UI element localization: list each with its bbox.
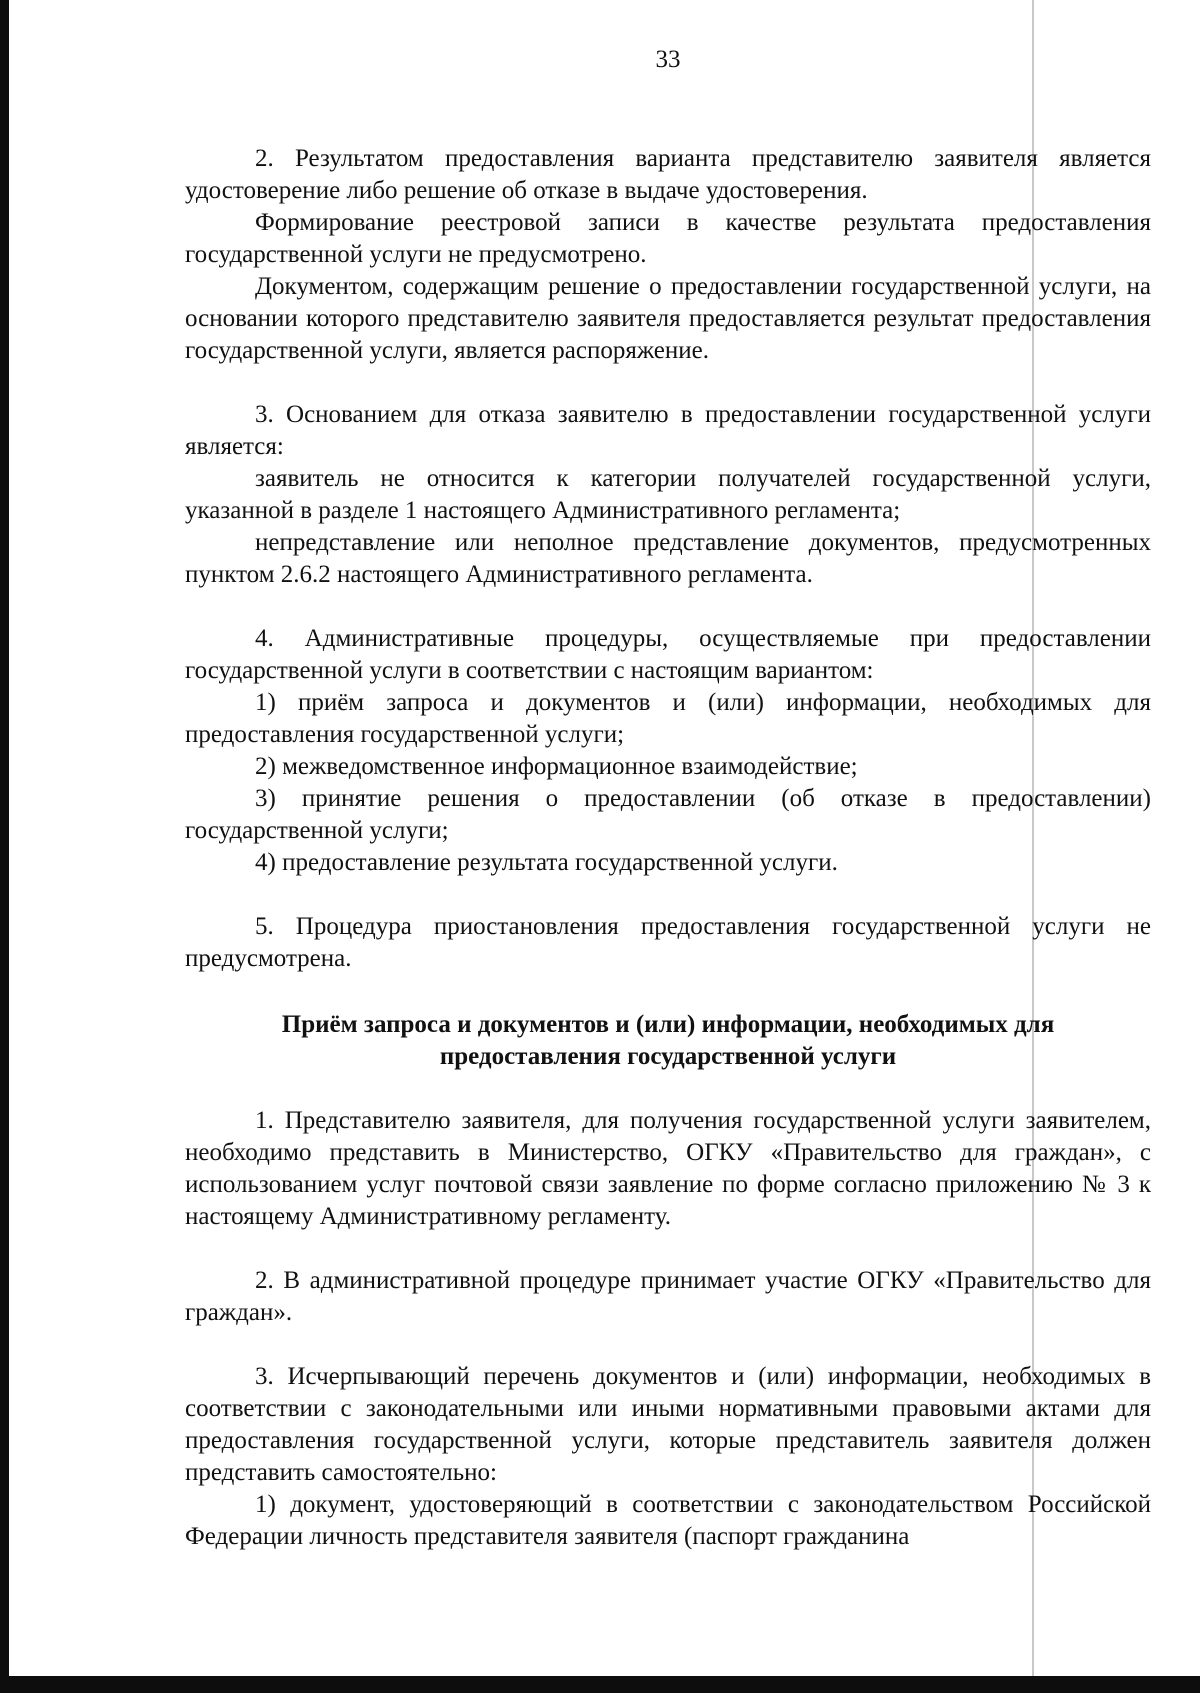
scan-border-bottom xyxy=(0,1676,1200,1693)
list-item: 2) межведомственное информационное взаимодействие; xyxy=(255,753,858,780)
paragraph: 3. Основанием для отказа заявителю в предоставлении государственной услуги является: xyxy=(185,401,1151,460)
paragraph: непредставление или неполное представление документов, предусмотренных пунктом 2.6.2 настоящего Административного регламента. xyxy=(185,529,1151,588)
page-number: 33 xyxy=(655,46,681,73)
paragraph: заявитель не относится к категории получателей государственной услуги, указанной в разделе 1 настоящего Административного регламента; xyxy=(185,465,1151,524)
section-heading: Приём запроса и документов и (или) информации, необходимых для предоставления государственной услуги xyxy=(281,1011,1055,1070)
document-body xyxy=(185,143,1151,1553)
paragraph: 1. Представителю заявителя, для получения государственной услуги заявителем, необходимо представить в Министерство, ОГКУ «Правительство для граждан», с использованием услуг почтовой связи заявление по форме согласно приложению № 3 к настоящему Административному регламенту. xyxy=(185,1107,1151,1230)
list-item: 3) принятие решения о предоставлении (об отказе в предоставлении) государственной услуги; xyxy=(185,785,1151,844)
paragraph: 3. Исчерпывающий перечень документов и (или) информации, необходимых в соответствии с законодательными или иными нормативными правовыми актами для предоставления государственной услуги, которые представитель заявителя должен представить самостоятельно: xyxy=(185,1363,1151,1486)
list-item: 4) предоставление результата государственной услуги. xyxy=(255,849,838,876)
paragraph: 2. В административной процедуре принимает участие ОГКУ «Правительство для граждан». xyxy=(185,1267,1151,1326)
list-item: 1) документ, удостоверяющий в соответствии с законодательством Российской Федерации личность представителя заявителя (паспорт гражданина xyxy=(185,1491,1151,1550)
paragraph: 5. Процедура приостановления предоставления государственной услуги не предусмотрена. xyxy=(185,913,1151,972)
paragraph: 2. Результатом предоставления варианта представителю заявителя является удостоверение либо решение об отказе в выдаче удостоверения. xyxy=(185,145,1151,204)
scan-border-left xyxy=(0,0,9,1693)
paragraph: Документом, содержащим решение о предоставлении государственной услуги, на основании которого представителю заявителя предоставляется результат предоставления государственной услуги, является распоряжение. xyxy=(185,273,1151,364)
paragraph: 4. Административные процедуры, осуществляемые при предоставлении государственной услуги в соответствии с настоящим вариантом: xyxy=(185,625,1151,684)
paragraph: Формирование реестровой записи в качестве результата предоставления государственной услуги не предусмотрено. xyxy=(185,209,1151,268)
list-item: 1) приём запроса и документов и (или) информации, необходимых для предоставления государственной услуги; xyxy=(185,689,1151,748)
